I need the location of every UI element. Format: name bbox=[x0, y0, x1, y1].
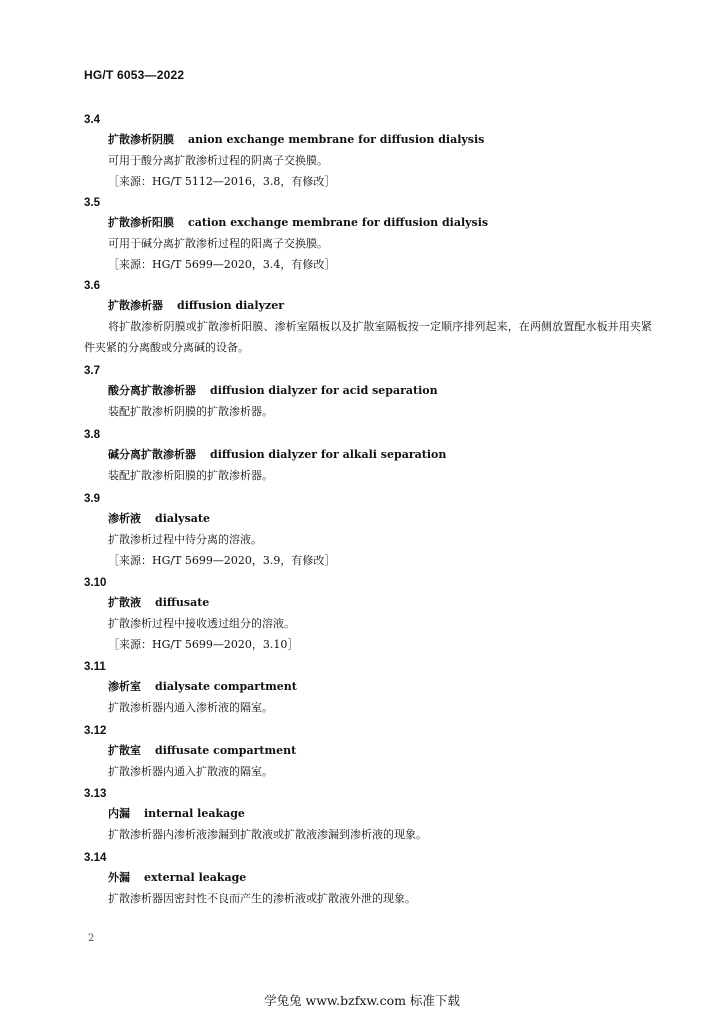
term-english: dialysate compartment bbox=[155, 680, 297, 693]
term-chinese: 扩散渗析阳膜 bbox=[108, 216, 174, 229]
term-number: 3.14 bbox=[84, 852, 107, 864]
term-title-line bbox=[108, 508, 664, 529]
term-english: diffusion dialyzer bbox=[177, 299, 285, 312]
term-entry bbox=[84, 427, 664, 486]
term-english: external leakage bbox=[144, 871, 247, 884]
term-title-line bbox=[108, 676, 664, 697]
term-title-line bbox=[108, 295, 664, 316]
term-entry bbox=[84, 363, 664, 422]
term-chinese: 碱分离扩散渗析器 bbox=[108, 448, 196, 461]
page-number: 2 bbox=[88, 933, 95, 944]
term-definition: 扩散渗析器因密封性不良而产生的渗析液或扩散液外泄的现象。 bbox=[108, 892, 416, 905]
term-chinese: 外漏 bbox=[108, 871, 130, 884]
term-english: cation exchange membrane for diffusion dialysis bbox=[188, 216, 489, 229]
term-number: 3.11 bbox=[84, 661, 106, 673]
term-entry bbox=[84, 491, 664, 571]
term-english: diffusate bbox=[155, 596, 210, 609]
term-number: 3.9 bbox=[84, 493, 100, 505]
term-entry bbox=[84, 723, 664, 782]
document-code-header: HG/T 6053—2022 bbox=[84, 68, 185, 82]
term-entry bbox=[84, 575, 664, 655]
term-definition: 扩散渗析器内通入扩散液的隔室。 bbox=[108, 765, 273, 778]
term-title-line bbox=[108, 129, 664, 150]
term-title-line bbox=[108, 867, 664, 888]
term-number: 3.10 bbox=[84, 577, 107, 589]
term-entry bbox=[84, 195, 664, 275]
term-chinese: 内漏 bbox=[108, 807, 130, 820]
term-title-line bbox=[108, 592, 664, 613]
term-english: internal leakage bbox=[144, 807, 245, 820]
term-chinese: 酸分离扩散渗析器 bbox=[108, 384, 196, 397]
term-title-line bbox=[108, 212, 664, 233]
term-source: ［来源：HG/T 5699—2020，3.10］ bbox=[108, 638, 299, 651]
term-entry bbox=[84, 659, 664, 718]
term-entry bbox=[84, 850, 664, 909]
term-number: 3.13 bbox=[84, 788, 107, 800]
term-title-line bbox=[108, 380, 664, 401]
term-english: diffusate compartment bbox=[155, 744, 297, 757]
term-title-line bbox=[108, 444, 664, 465]
term-source: ［来源：HG/T 5699—2020，3.9，有修改］ bbox=[108, 554, 336, 567]
term-chinese: 扩散渗析阴膜 bbox=[108, 133, 174, 146]
term-chinese: 扩散渗析器 bbox=[108, 299, 163, 312]
term-english: diffusion dialyzer for alkali separation bbox=[210, 448, 447, 461]
term-definition: 可用于酸分离扩散渗析过程的阴离子交换膜。 bbox=[108, 154, 328, 167]
term-entry bbox=[84, 786, 664, 845]
term-definition: 扩散渗析过程中待分离的溶液。 bbox=[108, 533, 262, 546]
term-definition: 可用于碱分离扩散渗析过程的阳离子交换膜。 bbox=[108, 237, 328, 250]
term-source: ［来源：HG/T 5699—2020，3.4，有修改］ bbox=[108, 258, 336, 271]
term-english: anion exchange membrane for diffusion dialysis bbox=[188, 133, 485, 146]
term-definition: 扩散渗析器内通入渗析液的隔室。 bbox=[108, 701, 273, 714]
term-entry bbox=[84, 112, 664, 192]
term-definition: 将扩散渗析阴膜或扩散渗析阳膜、渗析室隔板以及扩散室隔板按一定顺序排列起来，在两侧放置配水板并用夹紧件夹紧的分离酸或分离碱的设备。 bbox=[84, 320, 652, 354]
term-chinese: 渗析室 bbox=[108, 680, 141, 693]
term-chinese: 渗析液 bbox=[108, 512, 141, 525]
term-title-line bbox=[108, 803, 664, 824]
term-entry bbox=[84, 278, 664, 358]
term-number: 3.12 bbox=[84, 725, 107, 737]
term-number: 3.8 bbox=[84, 429, 100, 441]
term-number: 3.5 bbox=[84, 197, 100, 209]
term-definition: 扩散渗析器内渗析液渗漏到扩散液或扩散液渗漏到渗析液的现象。 bbox=[108, 828, 427, 841]
term-definition: 装配扩散渗析阴膜的扩散渗析器。 bbox=[108, 405, 273, 418]
term-english: dialysate bbox=[155, 512, 210, 525]
footer-watermark-text: 学兔兔 www.bzfxw.com 标准下载 bbox=[264, 993, 460, 1008]
term-number: 3.7 bbox=[84, 365, 100, 377]
term-number: 3.6 bbox=[84, 280, 100, 292]
term-english: diffusion dialyzer for acid separation bbox=[210, 384, 438, 397]
term-source: ［来源：HG/T 5112—2016，3.8，有修改］ bbox=[108, 175, 336, 188]
term-chinese: 扩散液 bbox=[108, 596, 141, 609]
term-chinese: 扩散室 bbox=[108, 744, 141, 757]
term-title-line bbox=[108, 740, 664, 761]
term-definition: 扩散渗析过程中接收透过组分的溶液。 bbox=[108, 617, 295, 630]
term-number: 3.4 bbox=[84, 114, 100, 126]
term-definition: 装配扩散渗析阳膜的扩散渗析器。 bbox=[108, 469, 273, 482]
